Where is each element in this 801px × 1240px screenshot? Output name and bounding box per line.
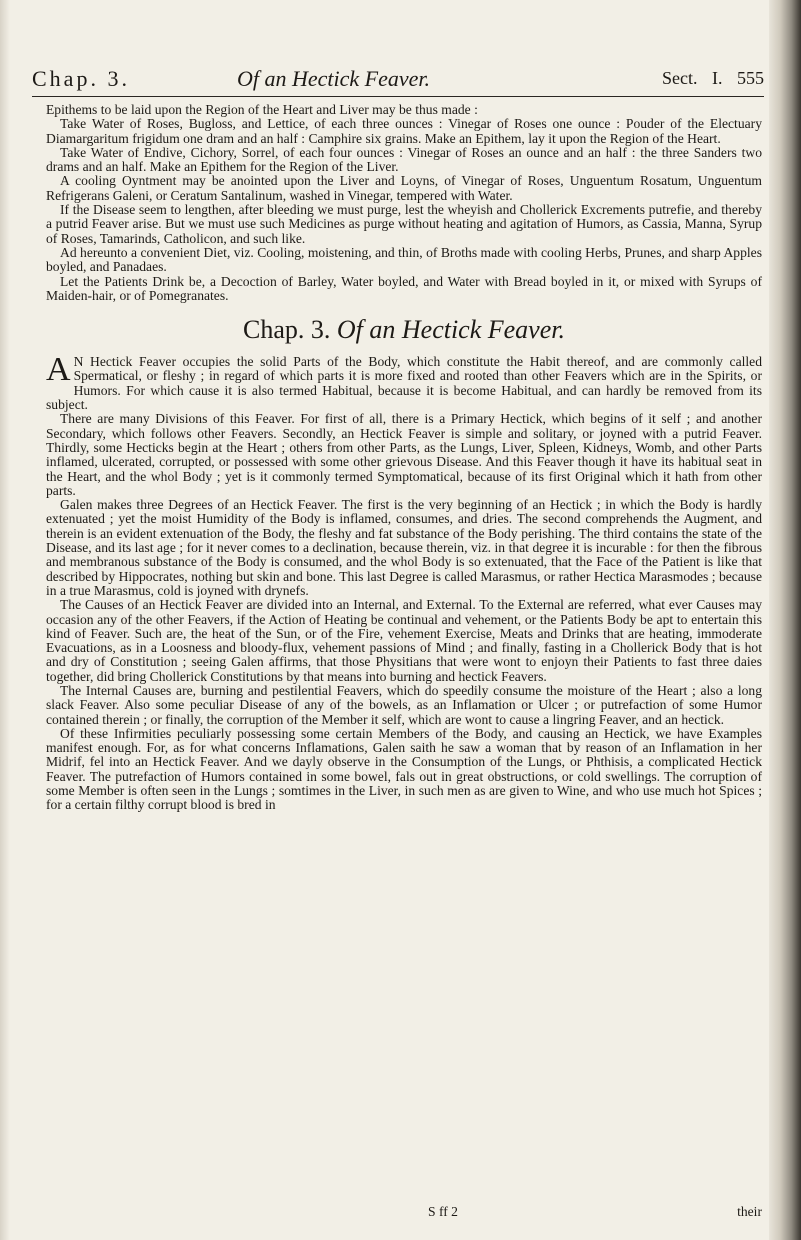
drop-cap: A (46, 351, 71, 389)
header-section: Sect. I. (662, 68, 723, 88)
book-binding-edge (769, 0, 801, 1240)
body-text (46, 103, 762, 813)
signature-mark: S ff 2 (428, 1204, 458, 1219)
paragraph: Take Water of Roses, Bugloss, and Lettice, of each three ounces : Vinegar of Roses one ounce : Pouder of the Electuary Diamargaritum frigidum one dram and an half : Camphire six grains. Make an Epithem, lay it upon the Region of the Heart. (46, 116, 762, 146)
paragraph: The Causes of an Hectick Feaver are divided into an Internal, and External. To the External are referred, what ever Causes may occasion any of the other Feavers, if the Action of Heating be continual and vehement, or the Patients Body be apt to entertain this kind of Feaver. Such are, the heat of the Sun, or of the Fire, vehement Exercise, Meats and Drinks that are heating, immoderate Evacuations, as in a Loosness and bloody-flux, vehement passions of Mind ; and finally, fasting in a Chollerick Body that is hot and dry of Constitution ; seeing Galen affirms, that those Physitians that were wont to enjoyn their Patients to fast three daies together, did bring Chollerick Constitutions by that means into burning and hectick Feavers. (46, 597, 762, 684)
opening-paragraph (46, 351, 762, 413)
chapter-heading-label: Chap. 3. (242, 315, 331, 345)
paragraph: Epithems to be laid upon the Region of the Heart and Liver may be thus made : (46, 102, 478, 117)
paragraph: Ad hereunto a convenient Diet, viz. Cooling, moistening, and thin, of Broths made with cooling Herbs, Prunes, and sharp Apples boyled, and Panadaes. (46, 244, 762, 275)
paragraph: A cooling Oyntment may be anointed upon the Liver and Loyns, of Vinegar of Roses, Unguentum Rosatum, Unguentum Refrigerans Galeni, or Ceratum Santalinum, washed in Vinegar, tempered with Water. (46, 173, 762, 203)
paragraph: Of these Infirmities peculiarly possessing some certain Members of the Body, and causing an Hectick, we have Examples manifest enough. For, as for what concerns Inflamations, Galen saith he saw a woman that by reason of an Inflamation in her Midrif, fel into an Hectick Feaver. And we dayly observe in the Consumption of the Lungs, or Phthisis, a complicated Hectick Feaver. The putrefaction of Humors contained in some bowel, fals out in great obstructions, or cold swellings. The corruption of some Member is often seen in the Lungs ; somtimes in the Liver, in such men as are given to Wine, and who use much hot Spices ; for a certain filthy corrupt blood is bred in (46, 725, 762, 813)
chapter-heading-title: Of an Hectick Feaver. (336, 315, 565, 345)
paragraph: If the Disease seem to lengthen, after bleeding we must purge, lest the wheyish and Chollerick Excrements putrefie, and thereby a putrid Feaver arise. But we must use such Medicines as purge without heating and agitation of Humors, as Cassia, Manna, Syrup of Roses, Tamarinds, Catholicon, and such like. (46, 202, 762, 246)
header-chapter: Chap. 3. (32, 66, 130, 91)
paragraph: There are many Divisions of this Feaver. For first of all, there is a Primary Hectick, which begins of it self ; and another Secondary, which follows other Feavers. Secondly, an Hectick Feaver is simple and solitary, or joyned with a putrid Feaver. Thirdly, some Hecticks begin at the Heart ; others from other Parts, as the Lungs, Liver, Spleen, Kidneys, Womb, and other Parts inflamed, ulcerated, corrupted, or possessed with some other grievous Disease. And this Feaver though it have its habitual seat in the Heart, and the whol Body ; yet is it commonly termed Symptomatical, because of its first Original which it hath from other parts. (46, 411, 762, 498)
paragraph: Let the Patients Drink be, a Decoction of Barley, Water boyled, and Water with Bread boyled in it, or mixed with Syrups of Maiden-hair, or of Pomegranates. (46, 273, 762, 303)
header-section-page (662, 68, 764, 89)
header-title: Of an Hectick Feaver. (237, 66, 431, 91)
paragraph: Galen makes three Degrees of an Hectick Feaver. The first is the very beginning of an Hectick ; in which the Body is hardly extenuated ; yet the moist Humidity of the Body is inflamed, consumes, and dries. The second comprehends the Augment, and therein is an evident extenuation of the Body, the fleshy and fat substance of the Body perishing. The third contains the state of the Disease, and its last age ; for it never comes to a declination, because therein, viz. in that degree it is incurable : for then the fibrous and membranous substance of the Body is consumed, and the whol Body is so extenuated, that the Face of the Patient is like that described by Hippocrates, nothing but skin and bone. This last Degree is called Marasmus, or rather Hectica Marasmodes ; because in a true Marasmus, cold is joyned with drynefs. (46, 497, 762, 598)
paragraph: Take Water of Endive, Cichory, Sorrel, of each four ounces : Vinegar of Roses an ounce and an half : the three Sanders two drams and an half. Make an Epithem for the Region of the Liver. (46, 144, 762, 175)
page-left-edge (0, 0, 10, 1240)
chapter-heading (46, 315, 762, 345)
page-footer (46, 1204, 762, 1220)
page-number: 555 (737, 68, 764, 88)
paragraph: The Internal Causes are, burning and pestilential Feavers, which do speedily consume the moisture of the Heart ; also a long slack Feaver. Also some peculiar Disease of any of the bowels, as an Inflamation or Ulcer ; or putrefaction of some Humor contained therein ; or finally, the corruption of the Member it self, which are wont to cause a lingring Feaver, and an hectick. (46, 682, 762, 727)
catchword: their (737, 1204, 762, 1219)
running-header (32, 66, 764, 97)
opening-paragraph-text: N Hectick Feaver occupies the solid Parts of the Body, which constitute the Habit thereof, and are commonly called Spermatical, or fleshy ; in regard of which parts it is more fixed and rooted than other Feavers which are in the Spirits, or Humors. For which cause it is also termed Habitual, because it is become Habitual, and can hardly be removed from its subject. (46, 354, 762, 413)
